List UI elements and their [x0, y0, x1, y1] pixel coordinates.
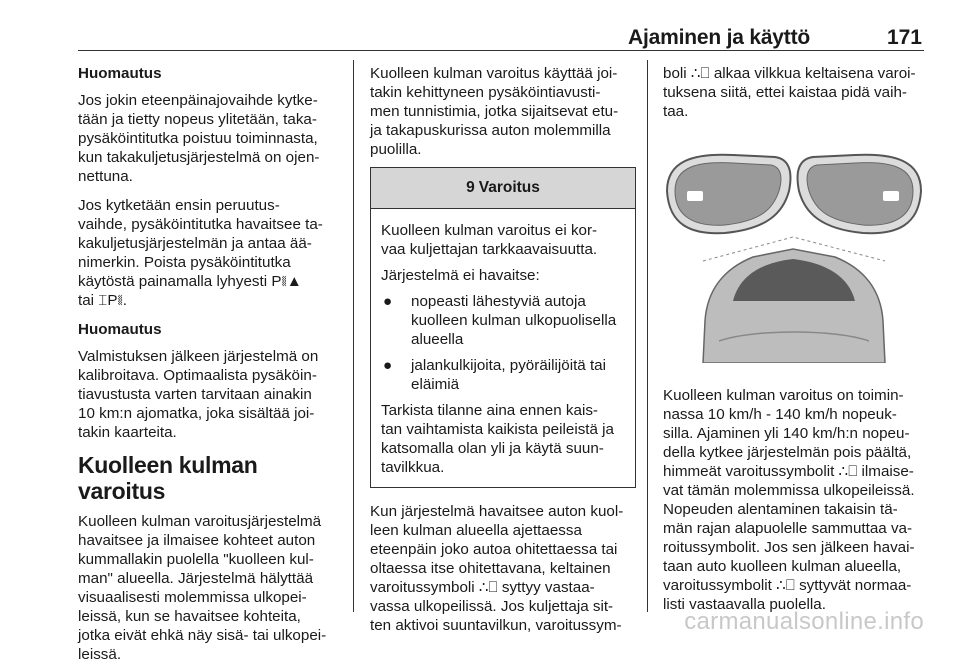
blind-spot-icon: [883, 191, 899, 201]
column-separator-2: [647, 60, 648, 612]
paragraph: Kuolleen kulman varoitus on toimin- nassa 10 km/h - 140 km/h nopeuk- silla. Ajaminen yli 140 km/h:n nopeu- della kytkee järjestelmän pois päältä, himmeät varoitussymbolit ∴⎕ ilmaise- vat tämän molemmissa ulkopeileissä. Nopeuden alentaminen takaisin tä- män rajan alapuolelle sammuttaa va- roitussymbolit. Jos sen jälkeen havai- taan auto kuolleen kulman alueella, varoitussymbolit ∴⎕ syttyvät normaa- listi vastaavalla puolella.: [663, 387, 915, 613]
warning-body: [371, 209, 635, 487]
right-column: [663, 64, 929, 622]
warning-paragraph: Tarkista tilanne aina ennen kais- tan vaihtamista kaikista peileistä ja katsomalla olan yli ja käytä suun- tavilkkua.: [381, 402, 614, 476]
warning-paragraph: Järjestelmä ei havaitse:: [381, 267, 540, 284]
note-heading: Huomautus: [78, 321, 162, 338]
column-separator-1: [353, 60, 354, 612]
note-heading: Huomautus: [78, 65, 162, 82]
blind-spot-icon: [687, 191, 703, 201]
section-paragraph: Kuolleen kulman varoitusjärjestelmä havaitsee ja ilmaisee kohteet auton kummallakin puolella "kuolleen kul- man" alueella. Järjestelmä hälyttää visuaalisesti molemmissa ulkopei- leissä, kun se havaitsee kohteita, jotka eivät ehkä näy sisä- tai ulkopei- leissä.: [78, 513, 327, 663]
side-mirror-illustration: [663, 151, 925, 363]
bullet-item: [381, 292, 625, 349]
paragraph: Kun järjestelmä havaitsee auton kuol- leen kulman alueella ajettaessa eteenpäin joko autoa ohitettaessa tai oltaessa itse ohitettavana, keltainen varoitussymboli ∴⎕ syttyy vastaa- vassa ulkopeilissä. Jos kuljettaja sit- ten aktivoi suuntavilkun, varoitussym-: [370, 503, 624, 634]
bullet-text: nopeasti lähestyviä autoja kuolleen kulman ulkopuolisella alueella: [411, 293, 617, 348]
warning-header: [371, 168, 635, 209]
left-column: [78, 64, 344, 672]
bullet-icon: ●: [383, 357, 393, 374]
page-number: 171: [886, 26, 922, 49]
bullet-text: jalankulkijoita, pyöräilijöitä tai eläimiä: [411, 357, 607, 393]
warning-icon: 9: [466, 179, 475, 196]
watermark: carmanualsonline.info: [684, 608, 924, 635]
note-body: Jos jokin eteenpäinajovaihde kytke- tään ja tietty nopeus ylitetään, taka- pysäköintitutka poistuu toiminnasta, kun takakuljetusjärjestelmä on ojen- nettuna.: [78, 92, 320, 185]
note-body: Valmistuksen jälkeen järjestelmä on kalibroitava. Optimaalista pysäköin- tiavustusta varten tarvitaan ainakin 10 km:n ajomatka, joka sisältää joi- takin kaarteita.: [78, 348, 319, 441]
warning-box: [370, 167, 636, 488]
middle-column: [370, 64, 636, 643]
paragraph: boli ∴⎕ alkaa vilkkua keltaisena varoi- tuksena siitä, ettei kaistaa pidä vaih- taa.: [663, 65, 916, 120]
header-rule: [78, 50, 924, 51]
bullet-item: [381, 356, 625, 394]
warning-paragraph: Kuolleen kulman varoitus ei kor- vaa kuljettajan tarkkaavaisuutta.: [381, 222, 598, 258]
warning-title: Varoitus: [478, 179, 540, 196]
page-header-title: Ajaminen ja käyttö: [628, 26, 810, 49]
section-title: Kuolleen kulman varoitus: [78, 452, 258, 504]
paragraph: Kuolleen kulman varoitus käyttää joi- takin kehittyneen pysäköintiavusti- men tunnistimia, jotka sijaitsevat etu- ja takapuskurissa auton molemmilla puolilla.: [370, 65, 619, 158]
bullet-icon: ●: [383, 293, 393, 310]
paragraph: Jos kytketään ensin peruutus- vaihde, pysäköintitutka havaitsee ta- kakuljetusjärjestelmän ja antaa ää- nimerkin. Poista pysäköintitutka käytöstä painamalla lyhyesti P⧛▲ tai ⌶P⧛.: [78, 197, 323, 309]
